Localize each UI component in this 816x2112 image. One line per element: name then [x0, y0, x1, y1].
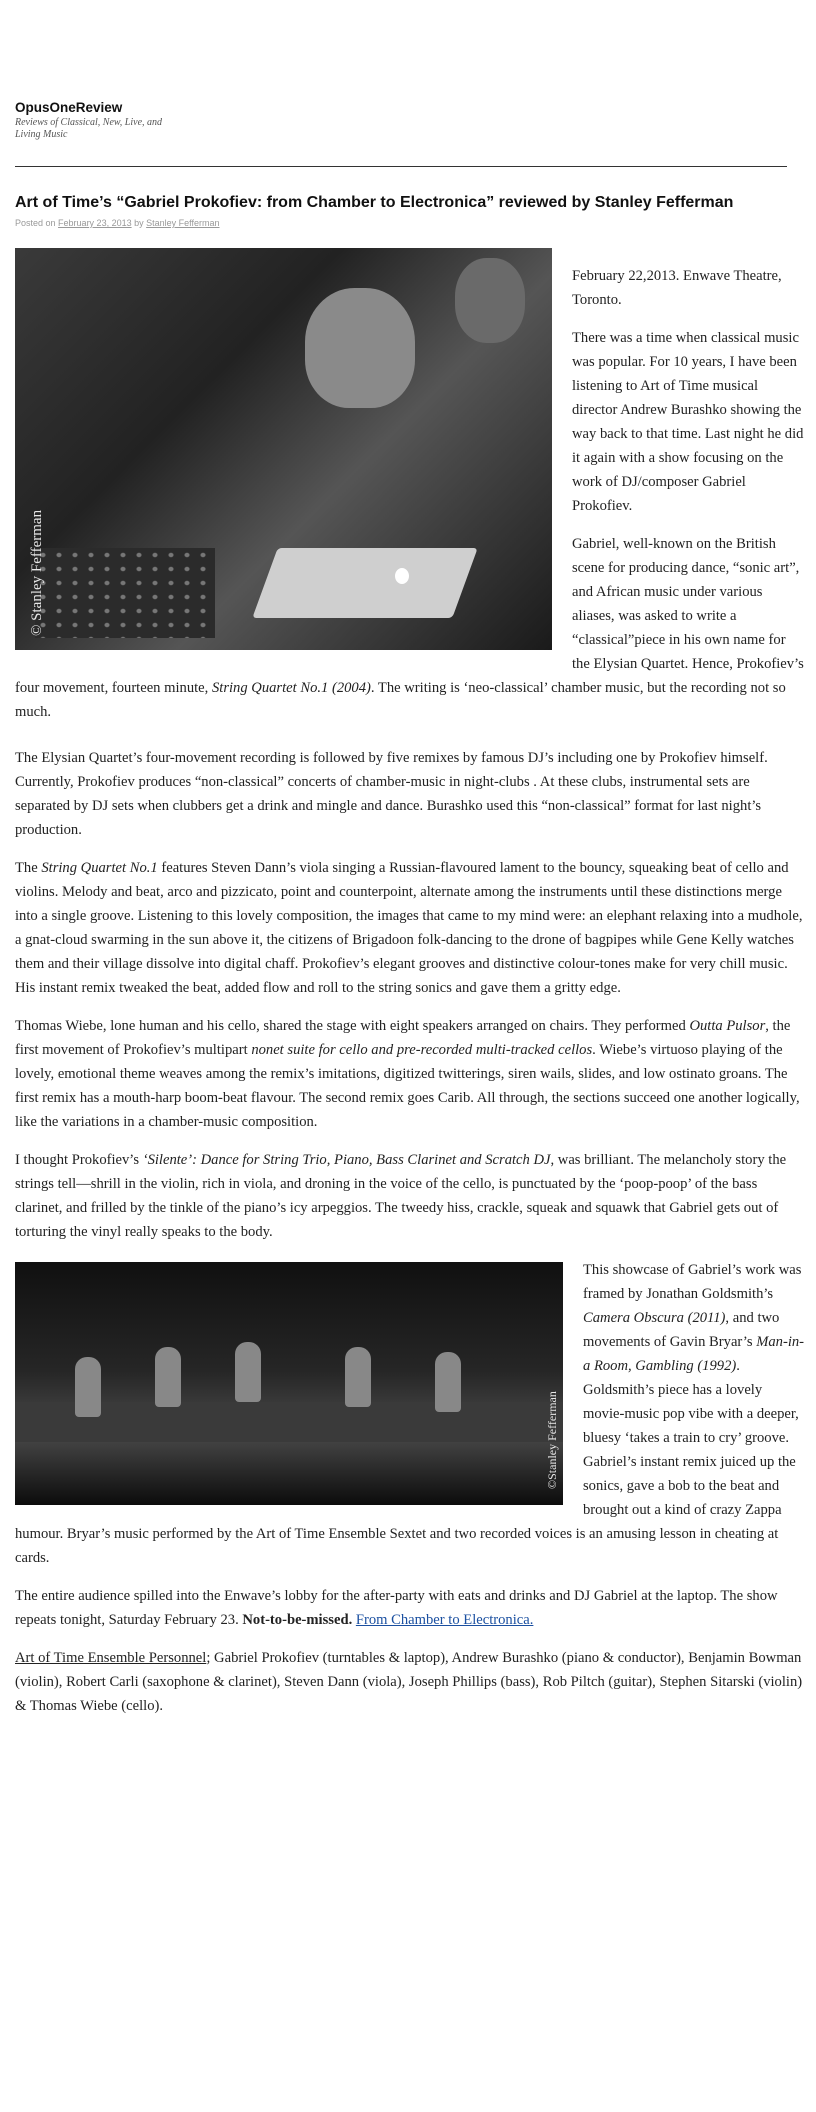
- photo-figure: [305, 288, 415, 408]
- text: ; Gabriel Prokofiev (turntables & laptop), Andrew Burashko (piano & conductor), Benjamin Bowman (violin), Robert Carli (saxophone & clarinet), Steven Dann (viola), Joseph Phillips (bass), Rob Piltch (guitar), Stephen Sitarski (violin) & Thomas Wiebe (cello).: [15, 1650, 803, 1714]
- work-title: Outta Pulsor: [689, 1018, 766, 1034]
- article-body: [15, 248, 805, 1732]
- work-title: nonet suite for cello and pre-recorded multi-tracked cellos: [251, 1042, 593, 1058]
- site-title[interactable]: OpusOneReview: [15, 100, 123, 115]
- photo-credit: © Stanley Fefferman: [29, 509, 45, 636]
- text: Gabriel, well-known on the British scene for producing dance, “sonic art”, and African music under various aliases, was asked to write a “classical”piece in his own name for the Elysian Quartet. Hence, Prokofiev’s four movement, fourteen minute,: [15, 536, 804, 696]
- photo-figure: [75, 1357, 101, 1417]
- photo-figure: [455, 258, 525, 343]
- text: , was brilliant. The melancholy story the strings tell—shrill in the violin, rich in viola, and droning in the voice of the cello, is punctuated by the ‘poop-poop’ of the bass clarinet, and frilled by the tinkle of the piano’s icy arpeggios. The tweedy hiss, crackle, squeak and squawk that Gabriel gets out of torturing the vinyl really speaks to the body.: [15, 1152, 787, 1240]
- photo-figure: [435, 1352, 461, 1412]
- work-title: Man-in-a Room, Gambling (1992): [583, 1334, 805, 1374]
- photo-figure: [155, 1347, 181, 1407]
- personnel-label: Art of Time Ensemble Personnel: [15, 1650, 207, 1666]
- text: . Wiebe’s virtuoso playing of the lovely, emotional theme weaves among the remix’s imitations, digitized twitterings, siren wails, slides, and low ostinato groans. The first remix has a mouth-harp boom-beat flavour. The second remix goes Carib. All through, the sections succeed one another logically, like the variations in a chamber-music composition.: [15, 1042, 800, 1130]
- post-date-link[interactable]: February 23, 2013: [58, 218, 132, 228]
- text: . Goldsmith’s piece has a lovely movie-music pop vibe with a deeper, bluesy ‘takes a train to cry’ groove. Gabriel’s instant remix juiced up the sonics, gave a bob to the beat and brought out a kind of crazy Zappa humour. Bryar’s music performed by the Art of Time Ensemble Sextet and two recorded voices is an amusing lesson in cheating at cards.: [15, 1358, 799, 1566]
- photo-figure: [345, 1347, 371, 1407]
- photo-credit: ©Stanley Fefferman: [545, 1391, 559, 1489]
- text: The: [15, 860, 42, 876]
- photo-laptop-logo: [395, 568, 409, 584]
- work-title: Camera Obscura (2011): [583, 1310, 726, 1326]
- site-header: [15, 100, 787, 141]
- author-link[interactable]: Stanley Fefferman: [146, 218, 220, 228]
- paragraph-remixes: The Elysian Quartet’s four-movement recording is followed by five remixes by famous DJ’s including one by Prokofiev himself. Currently, Prokofiev produces “non-classical” concerts of chamber-music in night-clubs . At these clubs, instrumental sets are separated by DJ sets when clubbers get a drink and mingle and dance. Burashko used this “non-classical” format for last night’s production.: [15, 750, 768, 838]
- post-title: Art of Time’s “Gabriel Prokofiev: from Chamber to Electronica” reviewed by Stanley Fefferman: [15, 194, 734, 211]
- text: Thomas Wiebe, lone human and his cello, shared the stage with eight speakers arranged on chairs. They performed: [15, 1018, 690, 1034]
- text: , the first movement of Prokofiev’s multipart: [15, 1018, 791, 1058]
- paragraph-quartet: [15, 856, 805, 1000]
- work-title: String Quartet No.1: [41, 860, 158, 876]
- post-meta: [15, 218, 220, 228]
- site-tagline: Reviews of Classical, New, Live, and Living Music: [15, 117, 163, 140]
- work-title: String Quartet No.1 (2004): [211, 680, 371, 696]
- emphasis: Not-to-be-missed.: [242, 1612, 353, 1628]
- photo-laptop: [252, 548, 477, 618]
- photo-mixer: [35, 548, 215, 638]
- paragraph-afterparty: [15, 1584, 805, 1632]
- photo-figure: [235, 1342, 261, 1402]
- meta-by: by: [134, 218, 144, 228]
- text: This showcase of Gabriel’s work was framed by Jonathan Goldsmith’s: [583, 1262, 802, 1302]
- work-title: ‘Silente’: Dance for String Trio, Piano, Bass Clarinet and Scratch DJ: [142, 1152, 551, 1168]
- paragraph-intro: There was a time when classical music was popular. For 10 years, I have been listening to Art of Time musical director Andrew Burashko showing the way back to that time. Last night he did it again with a show focusing on the work of DJ/composer Gabriel Prokofiev.: [572, 330, 804, 514]
- meta-posted-on: Posted on: [15, 218, 56, 228]
- paragraph-personnel: [15, 1646, 805, 1718]
- text: . The writing is ‘neo-classical’ chamber music, but the recording not so much.: [15, 680, 786, 720]
- event-link[interactable]: From Chamber to Electronica.: [355, 1612, 534, 1628]
- paragraph-silente: [15, 1148, 805, 1244]
- header-divider: [15, 166, 787, 167]
- text: features Steven Dann’s viola singing a Russian-flavoured lament to the bouncy, squeaking beat of cello and violins. Melody and beat, arco and pizzicato, point and counterpoint, alternate among the instruments until these distinctions merge into a single groove. Listening to this lovely composition, the images that came to my mind were: an elephant relaxing into a mudhole, a gnat-cloud swarming in the sun above it, the citizens of Brigadoon folk-dancing to the drone of bagpipes while Gene Kelly watches them and their village dissolve into digital chaff. Prokofiev’s elegant grooves and distinctive colour-tones make for very chill music. His instant remix tweaked the beat, added flow and roll to the string sonics and gave them a gritty edge.: [15, 860, 803, 996]
- ensemble-photo: [15, 1262, 563, 1505]
- paragraph-date: February 22,2013. Enwave Theatre, Toronto.: [572, 268, 782, 308]
- text: I thought Prokofiev’s: [15, 1152, 143, 1168]
- paragraph-wiebe: [15, 1014, 805, 1134]
- text: , and two movements of Gavin Bryar’s: [583, 1310, 780, 1350]
- dj-laptop-photo: [15, 248, 552, 650]
- text: The entire audience spilled into the Enwave’s lobby for the after-party with eats and drinks and DJ Gabriel at the laptop. The show repeats tonight, Saturday February 23.: [15, 1588, 778, 1628]
